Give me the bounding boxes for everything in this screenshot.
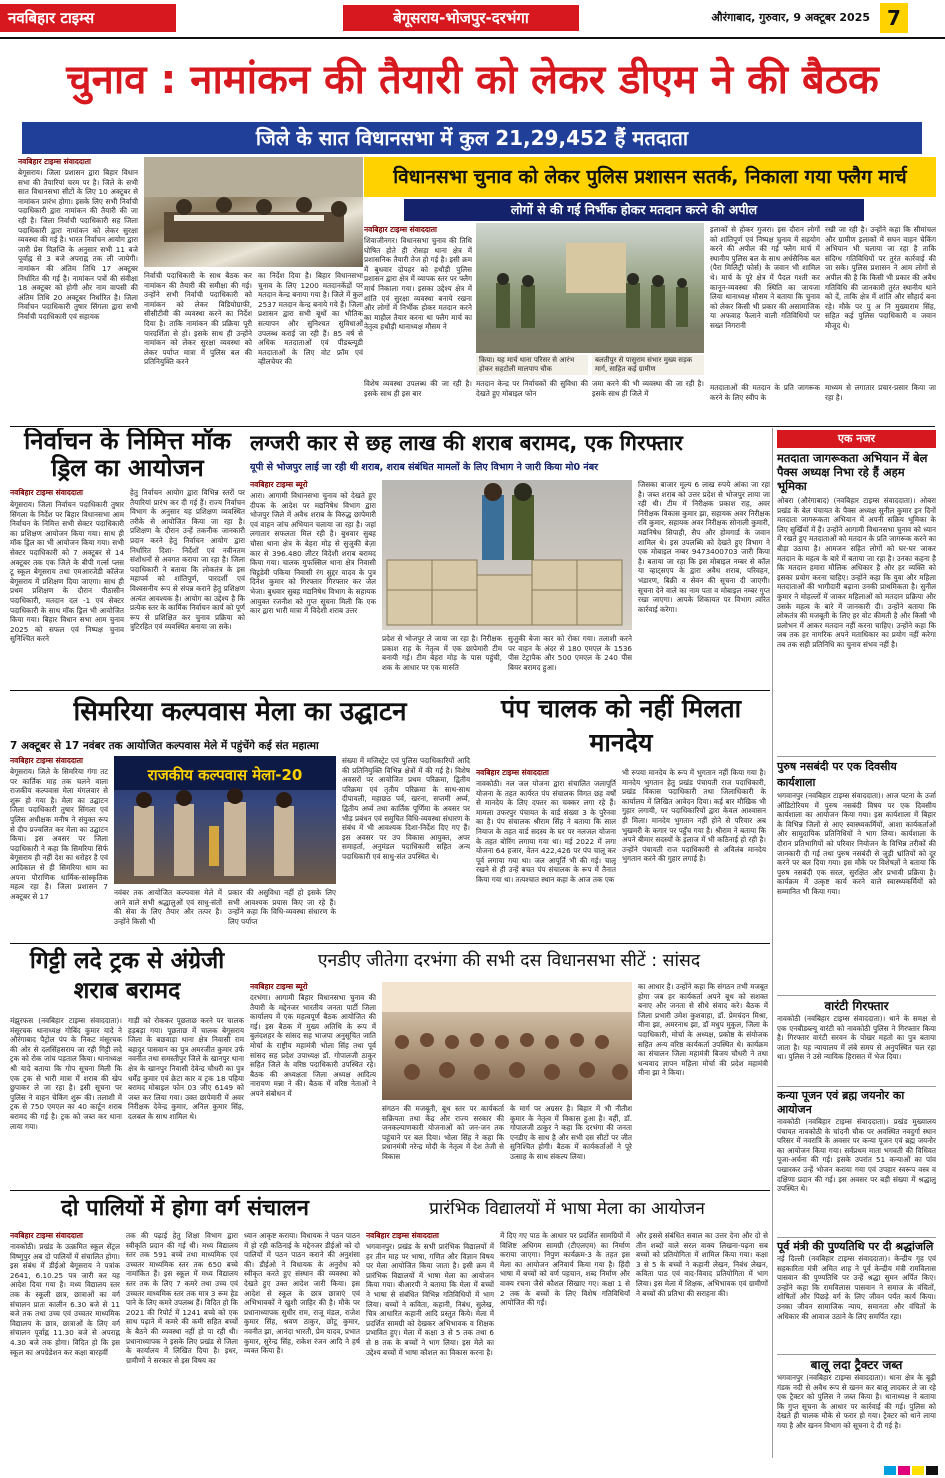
- yellow-mark: [912, 1466, 924, 1475]
- mock-col-2: हेतु निर्वाचन आयोग द्वारा विभिन्न स्तरों पर तैयारियां प्रारंभ कर दी गई हैं। राज्य निर्वाचन विभाग के अनुसार यह प्रशिक्षण व्यवस्थित तरीके से आयोजित किया जा रहा है। प्रशिक्षण के दौरान उन्हें तकनीक जानकारी प्रदान करने हेतु निर्वाचन आयोग द्वारा निर्धारित दिशा- निर्देशों एवं नवीनतम संशोधनों से अवगत कराया जा रहा है। जिला पदाधिकारी ने बताया कि लोकतंत्र के इस महापर्व को शांतिपूर्ण, पारदर्शी एवं विश्वसनीय रूप से संपन्न कराने हेतु प्रशिक्षण अत्यंत आवश्यक है। आयोग का उद्देश्य है कि प्रत्येक स्तर के कार्मिक निर्वाचन कार्य को पूर्ण रूप से प्रशिक्षित कर चुनाव प्रक्रिया को त्रुटिरहित एवं व्यवस्थित बनाया जा सके।: [130, 488, 245, 632]
- pump-col-2: भी रुपया मानदेय के रूप में भुगतान नहीं किया गया है। मानदेय भुगतान हेतु प्रखंड पंचायती राज पदाधिकारी, प्रखंड विकास पदाधिकारी तथा जिलाधिकारी के कार्यालय में लिखित आवेदन दिया। कई बार मौखिक भी गुहार लगायी, पर पदाधिकारियों द्वारा केवल आश्वासन ही मिला। मानदेय भुगतान नहीं होने से परिवार अब भुखमरी के कगार पर पहुँच गया है। श्रीराम ने बताया कि अपने बीमार सदस्यों के इलाज में भी कठिनाई हो रही है। उन्होंने पंचायती राज पदाधिकारी से अविलंब मानदेय भुगतान करने की गुहार लगाई है।: [622, 768, 766, 864]
- kalpvas-banner-text: राजकीय कल्पवास मेला-20: [147, 766, 303, 784]
- pump-headline: पंप चालक को नहीं मिलता मानदेय: [500, 694, 742, 757]
- varg-byline: नवबिहार टाइम्स संवाददाता: [10, 1231, 83, 1240]
- flag-col-1: शिवाजीनगर। विधानसभा चुनाव की तिथि घोषित होते ही रोसड़ा थाना क्षेत्र में प्रशासनिक तैयारी तेज हो गई है। इसी क्रम में बुधवार दोपहर को हथौड़ी पुलिस प्रशासन द्वारा क्षेत्र में व्यापक स्तर पर फ्लैग मार्च निकाला गया। इसका उद्देश्य क्षेत्र में शांति एवं सुरक्षा व्यवस्था बनाये रखना और लोगों में निर्भीक होकर मतदान करने का माहौल तैयार करना था फ्लैग मार्च का नेतृत्व हथौड़ी थानाध्यक्ष मौसम ने: [364, 236, 472, 332]
- voter-banner: [22, 122, 922, 154]
- mock-col-1: बेगूसराय। जिला निर्वाचन पदाधिकारी तुषार सिंगला के निर्देश पर बिहार विधानसभा आम निर्वाचन के निमित्त सभी सेक्टर पदाधिकारी का प्रशिक्षण आयोजन किया गया। साथ ही मॉक ड्रिल का भी आयोजन किया गया। सभी सेक्टर पदाधिकारी को 7 अक्टूबर से 14 अक्टूबर तक एक जिले के बीपी गर्ल्स प्लस टू स्कूल बेगूसराय तथा एमआरजेडी कॉलेज बेगूसराय में प्रशिक्षण दिया जाएगा। साथ ही प्रथम प्रशिक्षण के दौरान पीठासीन पदाधिकारी, मतदान दल -1 एवं सेक्टर पदाधिकारी के साथ मॉक ड्रिल भी आयोजित किया गया। बिहार विधान सभा आम चुनाव 2025 को सफल एवं निष्पक्ष चुनाव सुनिश्चित करने: [10, 500, 124, 644]
- lead-col-2: निर्वाची पदाधिकारी के साथ बैठक कर नामांकन की तैयारी की समीक्षा की गई। उन्होंने सभी निर्वाची पदाधिकारी को नामांकन को लेकर विडियोग्राफी, सीसीटीवी की व्यवस्था करने का निर्देश दिया है। ताकि नामांकन की प्रक्रिया पूरी पारदर्शिता से हो। इसके साथ ही उन्होंने नामांकन को लेकर सुरक्षा व्यवस्था को लेकर पर्याप्त मात्रा में पुलिस बल की प्रतिनियुक्ति करने: [144, 271, 252, 367]
- varg-col-1: नावकोठी। प्रखंड के उत्क्रमित स्कूल सेंट्रल विष्णुपुर अब दो पालियों में संचालित होगा। इस संबंध में डीईओ बेगूसराय ने पत्रांक 2641, 6.10.25 पत्र जारी कर यह आदेश दिया गया है। मध्य विद्यालय स्तर तक के स्कूली छात्र, छात्राओं का वर्ग संचालन प्रातः कालीन 6.30 बजे से 11 बजे तक तथा उच्च एवं उच्चतर माध्यमिक विद्यालय के छात्र, छात्राओं के लिए वर्ग संचालन पूर्वाह्न 11.30 बजे से अपराह्न 4.30 बजे तक होगा। विदित हो कि इस स्कूल का अपग्रेडेशन कर कक्षा बारहवीं: [10, 1242, 120, 1357]
- lead-col-1: बेगूसराय। जिला प्रशासन द्वारा बिहार विधान सभा की तैयारियां चरम पर है। जिले के सभी सात विधानसभा सीटों के लिए 10 अक्टूबर से नामांकन प्रारंभ होगा। इसके लिए सभी निर्वाची पदाधिकारी द्वारा नामांकन की तैयारी की जा रही है। जिला निर्वाची पदाधिकारी सह जिला पदाधिकारी द्वारा नामांकन को लेकर सुरक्षा व्यवस्था की गई है। भारत निर्वाचन आयोग द्वारा जारी प्रेस विज्ञप्ति के अनुसार सभी 11 बजे पूर्वाह्न से 3 बजे अपराह्न तक ली जायेगी। नामांकन की अंतिम तिथि 17 अक्टूबर निर्धारित की गई है। नामांकन पत्रों की संवीक्षा 18 अक्टूबर को होगी और नाम वापसी की अंतिम तिथि 20 अक्टूबर निर्धारित है। जिला निर्वाचन पदाधिकारी तुषार सिंगला द्वारा सभी निर्वाची पदाधिकारी एवं सहायक: [18, 168, 138, 321]
- lead-byline: नवबिहार टाइम्स संवाददाता: [18, 157, 91, 166]
- flag-caption-1: किया। यह मार्च थाना परिसर से आरंभ होकर सहटोली मालपाप चौक: [476, 355, 588, 375]
- flag-col-6b: माध्यम से लगातार प्रचार-प्रसार किया जा रहा है।: [825, 383, 936, 402]
- lead-story: [18, 157, 363, 425]
- liquor-headline: लग्जरी कार से छह लाख की शराब बरामद, एक गिरफ्तार: [250, 431, 683, 455]
- ek-nazar-label: एक नजर: [777, 430, 936, 448]
- nda-headline: एनडीए जीतेगा दरभंगा की सभी दस विधानसभा सीटें : सांसद: [317, 951, 701, 971]
- ek-nazar-head-4: कन्या पूजन एवं ब्रह्म जयनोर का आयोजन: [777, 1086, 936, 1117]
- nda-col-2: संगठन की मजबूती, बूथ स्तर पर कार्यकर्ता सक्रियता तथा केंद्र और राज्य सरकार की जनकल्याणकारी योजनाओं को जन-जन तक पहुंचाने पर बल दिया। भोला सिंह ने कहा कि प्रधानमंत्री नरेन्द्र मोदी के नेतृत्व में देश तेजी से विकास: [382, 1104, 504, 1161]
- flag-march-story: [364, 157, 936, 425]
- ek-nazar-text-4: नावकोठी (नवबिहार टाइम्स संवाददाता)। प्रखंड मुख्यालय पंचायत नावकोठी के चांदनी चौक पर अवस्थित नवदुर्गा स्थान परिसर में नवरात्रि के अवसर पर कन्या पूजन एवं ब्रह्म जयनोर का आयोजन किया गया। सर्वप्रथम माता भगवती की विधिवत पूजा-अर्चना की गई। इसके उपरांत 51 कन्याओं का पांव पखारकर उन्हें भोजन कराया गया एवं उपहार स्वरूप वस्त्र व दक्षिणा प्रदान की गई। इस अवसर पर बड़ी संख्या में श्रद्धालु उपस्थित थे।: [777, 1117, 936, 1194]
- black-mark: [926, 1466, 938, 1475]
- nda-byline: नवबिहार टाइम्स ब्यूरो: [250, 982, 308, 991]
- simaria-col-2: नवंबर तक आयोजित कल्पवास मेले में आने वाले सभी श्रद्धालुओं एवं साधु-संतों की सेवा के लिए तैयार और तत्पर है। उन्होंने किसी भी: [114, 888, 222, 926]
- magenta-mark: [898, 1466, 910, 1475]
- liquor-col-3: सुजुकी बेजा कार को रोका गया। तलाशी करने पर वाहन के अंदर से 180 एमएल के 1536 पीस टेट्रापैक और 500 एमएल के 240 पीस बियर बरामद हुआ।: [508, 634, 632, 672]
- flag-col-5: रखी जा रही है। उन्होंने कहा कि सीमांचल और ग्रामीण इलाकों में सघन वाहन चेकिंग अभियान भी चलाया जा रहा है ताकि संदिग्ध गतिविधियों पर तुरंत कार्रवाई की जा सके। पुलिस प्रशासन ने आम लोगों से अपील की है कि किसी भी प्रकार की अवैध गतिविधि की जानकारी तुरंत स्थानीय थाने को दें, ताकि क्षेत्र में शांति और सौहार्द बना रहे। मौके पर पु अ नि मुख्याराम सिंह, सहित कई पुलिस पदाधिकारी व जवान मौजूद थे।: [825, 225, 936, 330]
- ek-nazar-text-5: नई दिल्ली (नवबिहार टाइम्स संवाददाता)। केन्द्रीय गृह एवं सहकारिता मंत्री अमित शाह ने पूर्व केन्द्रीय मंत्री रामविलास पासवान की पुण्यतिथि पर उन्हें श्रद्धा सुमन अर्पित किए। उन्होंने कहा कि रामविलास पासवान ने समाज के वंचितों, शोषितों और पिछड़े वर्ग के लिए जीवन पर्यंत कार्य किया। उनका जीवन सामाजिक न्याय, समानता और वंचितों के अधिकार की आवाज उठाने के लिए समर्पित रहा।: [777, 1254, 936, 1321]
- flag-col-6a: मतदाताओं की मतदान के प्रति जागरूक करने के लिए स्वीप के: [710, 383, 820, 402]
- cyan-mark: [884, 1466, 896, 1475]
- liquor-col-2: प्रदेश से भोजपुर ले जाया जा रहा है। निरीक्षक प्रकाश राह के नेतृत्व में एक छापेमारी टीम बनायी गई। टीम बेहरा मोड़ के पास पहुंची, शक के आधार पर एक मारुति: [382, 634, 502, 672]
- varg-headline: दो पालियों में होगा वर्ग संचालन: [61, 1196, 309, 1221]
- color-registration-marks: [884, 1463, 940, 1475]
- page-number: 7: [880, 3, 908, 33]
- simaria-subhead: 7 अक्टूबर से 17 नवंबर तक आयोजित कल्पवास मेले में पहुंचेंगे कई संत महात्मा: [10, 740, 319, 752]
- ek-nazar-head-1: मतदाता जागरूकता अभियान में बेल पैक्स अध्यक्ष निभा रहे हैं अहम भूमिका: [777, 451, 928, 493]
- mock-drill-story: [10, 428, 245, 690]
- section-divider-3: [10, 943, 770, 944]
- voter-banner-text: जिले के सात विधानसभा में कुल 21,29,452 हैं मतदाता: [255, 126, 689, 150]
- liquor-col-4: जिसका बाजार मूल्य 6 लाख रुपये आंका जा रहा है। जब्त शराब को उत्तर प्रदेश से भोजपुर लाया जा रही थी। टीम में निरीक्षक प्रकाश राह, अवर निरीक्षक विकास कुमार झा, सहायक अवर निरीक्षक रवि कुमार, सहायक अवर निरीक्षक सोनाली कुमारी, मद्यनिषेध सिपाही, सैप और होमगार्ड के जवान शामिल थे। इस उपलब्धि को देखते हुए विभाग ने एक मोबाइल नम्बर 9473400703 जारी किया है। बताया जा रहा कि इस मोबाइल नम्बर से कॉल या व्हाट्सएप के द्वारा अवैध शराब, परिवहन, भंडारण, बिक्री व सेवन की सूचना दी जाएगी। सूचना देने वाले का नाम पता व मोबाइल नम्बर गुप्त रखा जाएगा। आपके शिकायत पर विभाग त्वरित कार्रवाई करेगा।: [638, 480, 770, 614]
- dm-meeting-photo: [144, 157, 363, 267]
- simaria-col-4: संख्या में मजिस्ट्रेट एवं पुलिस पदाधिकारियों आदि की प्रतिनियुक्ति विभिन्न क्षेत्रों में की गई है। विशेष अवसरों पर आयोजित प्रथम परिक्रमा, द्वितीय परिक्रमा एवं तृतीय परिक्रमा के साथ-साथ दीपावली, महाछठ पर्व, खरना, सप्तमी अर्घ्य, द्वितीय अर्घ्य तथा कार्तिक पूर्णिमा के अवसर पर भीड़ प्रबंधन एवं समुचित विधि-व्यवस्था संधारण के संबंध में भी आवश्यक दिशा-निर्देश दिए गए हैं। इस अवसर पर उप विकास आयुक्त, अपर समाहर्ता, अनुमंडल पदाधिकारी सहित अन्य पदाधिकारी एवं साधु-संत उपस्थित थे।: [342, 756, 470, 861]
- liquor-seizure-photo: [382, 480, 632, 630]
- varg-col-2: तक की पढ़ाई हेतु शिक्षा विभाग द्वारा स्वीकृति प्रदान की गई थी। मध्य विद्यालय स्तर तक 591 बच्चे तथा माध्यमिक एवं उच्चतर माध्यमिक स्तर तक 650 बच्चे नामांकित हैं। इस स्कूल में मध्य विद्यालय स्तर तक के लिए 7 कमरे तथा उच्च एवं उच्चतर माध्यमिक स्तर तक मात्र 3 रूम हेड पाने के लिए कमरे उपलब्ध हैं। विदित हो कि 2021 की रिपोर्ट में 1241 बच्चे को एक साथ पढ़ाने में कमरे की कमी सहित बच्चों के बैठने की व्यवस्था नहीं हो पा रही थी। प्रधानाध्यापक ने इसके लिए प्रखंड से जिला के कार्यालय में लिखित दिया है। इधर, ग्रामीणों ने सरकार से इस विषय का: [126, 1231, 238, 1365]
- bhasha-byline: नवबिहार टाइम्स संवाददाता: [366, 1231, 439, 1240]
- gitti-col-2: गाड़ी को रोककर पूछताछ करने पर चालक हड़बड़ा गया। पूछताछ में चालक बेगूसराय जिला के बछवाड़ा थाना क्षेत्र निवासी राम बहादुर पासवान का पुत्र अमरजीत कुमार उर्फ नवनीत तथा समस्तीपुर जिले के खानपुर थाना क्षेत्र के खानपुर निवासी देवेन्द्र चौधरी का पुत्र धर्मेंद्र कुमार एवं क्रेटा कार व ट्रक 18 पहिया बरामद मोबाइल फोन 03 जीए 6149 को जब्त कर लिया गया। उक्त छापेमारी में अवर निरीक्षक देवेन्द्र कुमार, अनिल कुमार सिंह, दलबल के साथ शामिल थे।: [128, 1016, 244, 1121]
- ek-nazar-head-3: वारंटी गिरफ्तार: [777, 995, 936, 1014]
- liquor-story: [250, 428, 770, 690]
- bhasha-story: [366, 1193, 768, 1465]
- flag-col-2: मतदान केन्द्र पर निर्वाचकों की सुविधा की देखते हुए मोबाइल फोन: [476, 379, 588, 398]
- flag-caption-2: बलतीपुर से पासुराम संभार मुख्य सड़क मार्ग, साहित कई ग्रामीण: [592, 355, 704, 375]
- liquor-byline: नवबिहार टाइम्स ब्यूरो: [250, 480, 308, 489]
- lead-headline: चुनाव : नामांकन की तैयारी को लेकर डीएम ने की बैठक: [66, 57, 879, 103]
- ek-nazar-text-2: भगवानपुर (नवबिहार टाइम्स संवाददाता)। आज पटना के उर्जा ऑडिटोरियम में पुरुष नसबंदी विषय पर एक दिवसीय कार्यशाला का आयोजन किया गया। इस कार्यशाला में बिहार के विभिन्न जिलों से आए स्वास्थ्यकर्मियों, आशा कार्यकर्ताओं और सामुदायिक प्रतिनिधियों ने भाग लिया। कार्यशाला के दौरान प्रतिभागियों को परिवार नियोजन के विभिन्न तरीकों की जानकारी दी गई तथा पुरुष नसबंदी से जुड़ी भ्रांतियों को दूर करने पर बल दिया गया। इस मौके पर विशेषज्ञों ने बताया कि पुरुष नसबंदी एक सरल, सुरक्षित और प्रभावी प्रक्रिया है। कार्यक्रम में उत्कृष्ट कार्य करने वाले स्वास्थ्यकर्मियों को सम्मानित भी किया गया।: [777, 791, 936, 896]
- kalpvas-inauguration-photo: [114, 756, 336, 884]
- bhasha-headline: प्रारंभिक विद्यालयों में भाषा मेला का आयोजन: [429, 1199, 705, 1219]
- ek-nazar-text-1: ओबरा (औरंगाबाद) (नवबिहार टाइम्स संवाददाता)। ओबरा प्रखंड के बेल पंचायत के पैक्स अध्यक्ष सुनील कुमार इन दिनों मतदाता जागरूकता अभियान में अपनी सक्रिय भूमिका के लिए सुर्खियों में हैं। उन्होंने आगामी विधानसभा चुनाव को ध्यान में रखते हुए मतदाताओं को मतदान के प्रति जागरूक करने का बीड़ा उठाया है। आमजन सहित लोगों को घर-घर जाकर मतदान के महत्व के बारे में बताया जा रहा है। उनका कहना है कि मतदान हमारा मौलिक अधिकार है और हर व्यक्ति को इसका प्रयोग करना चाहिए। उन्होंने कहा कि युवा और महिला मतदाताओं की भागीदारी बढ़ाना उनकी प्राथमिकता है। सुनील कुमार ने मोहल्लों में जाकर महिलाओं को मतदान प्रक्रिया और उसके महत्व के बारे में जानकारी दी। उन्होंने बताया कि लोकतंत्र की मजबूती के लिए हर वोट कीमती है और किसी भी प्रलोभन में आकर मतदान नहीं करना चाहिए। उन्होंने कहा कि जब तक हर नागरिक अपने मताधिकार का प्रयोग नहीं करेगा तब तक सही प्रतिनिधि का चुनाव संभव नहीं है।: [777, 496, 936, 649]
- pump-col-1: नावकोठी। नल जल योजना द्वारा संचालित जलापूर्ति योजना के तहत कार्यरत पंप संचालक विगत छह वर्षों से मानदेय के लिए दफ्तर का चक्कर लगा रहे हैं। मामला उफरपुर पंचायत के वार्ड संख्या 3 के पुरैनवा का है। पंप संचालक श्रीराम सिंह ने बताया कि साल नियाज के तहत वार्ड सदस्य के घर पर नलजल योजना के तहत बोरिंग लगाया गया था। मई 2022 में लगा योजना 64 हजार, वेतन 422,426 पर पंप चालू कर पूर्व लगाया गया था। जल आपूर्ति भी की गई। चालू रखने से ही उन्हें बचत पंप संचालक के रूप में तैनात किया गया था। तत्पश्चात स्थान कहा के आज तक एक: [476, 779, 616, 884]
- flag-col-3: जमा करने की भी व्यवस्था की जा रही है। इसके साथ ही जिले में: [592, 379, 704, 398]
- flag-byline: नवबिहार टाइम्स संवाददाता: [364, 225, 437, 234]
- mock-byline: नवबिहार टाइम्स संवाददाता: [10, 488, 83, 497]
- pump-byline: नवबिहार टाइम्स संवाददाता: [476, 768, 549, 777]
- varg-story: [10, 1193, 360, 1465]
- dateline: औरंगाबाद, गुरुवार, 9 अक्टूबर 2025: [711, 11, 870, 24]
- ek-nazar-text-6: भगवानपुर (नवबिहार टाइम्स संवाददाता)। थाना क्षेत्र के बूढ़ी गंडक नदी से अवैध रूप से खनन कर बालू लादकर ले जा रहे एक ट्रैक्टर को पुलिस ने जब्त किया है। थानाध्यक्ष ने बताया कि गुप्त सूचना के आधार पर कार्रवाई की गई। पुलिस को देखते ही चालक मौके से फरार हो गया। ट्रैक्टर को थाने लाया गया है और खनन विभाग को सूचना दे दी गई है।: [777, 1373, 936, 1430]
- ek-nazar-head-6: बालू लदा ट्रैक्टर जब्त: [777, 1354, 936, 1373]
- section-divider-4: [10, 1190, 770, 1191]
- nda-story: [250, 946, 768, 1190]
- simaria-headline: सिमरिया कल्पवास मेला का उद्घाटन: [73, 697, 407, 727]
- section-divider-2: [10, 690, 770, 691]
- nda-col-4: का आधार है। उन्होंने कहा कि संगठन तभी मजबूत होगा जब हर कार्यकर्ता अपने बूथ को सशक्त बनाए और जनता से सीधे संवाद करे। बैठक में जिला प्रभारी उमेश कुशवाहा, डॉ. प्रेमचंदन मिश्रा, मीना झा, अमरनाथ झा, डॉ मधुप मुकुल, जिला के पदाधिकारी, मोर्चा के अध्यक्ष, प्रकोष्ठ के संयोजक सहित अन्य वरिष्ठ कार्यकर्ता उपस्थित थे। कार्यक्रम का संचालन जिला महामंत्री बिजय चौधरी ने तथा धन्यवाद ज्ञापन महिला मोर्चा की प्रदेश महामंत्री मीना झा ने किया।: [638, 982, 768, 1078]
- simaria-col-3: प्रकार की असुविधा नहीं हो इसके लिए सभी आवश्यक प्रयास किए जा रहे हैं। उन्होंने कहा कि विधि-व्यवस्था संधारण के लिए पर्याप्त: [228, 888, 336, 926]
- flag-col-4: इलाकों से होकर गुजरा। इस दौरान लोगों को शांतिपूर्ण एवं निष्पक्ष चुनाव में सहयोग करने की अपील की गई फ्लैग मार्च में स्थानीय पुलिस बल के साथ अर्धसैनिक बल (पैरा मिलिट्री फोर्स) के जवान भी शामिल थे। मार्च के पूरे क्षेत्र में पैदल गश्ती कर कानून-व्यवस्था की स्थिति का जायजा लिया थानाध्यक्ष मौसम ने बताया कि चुनाव को लेकर किसी भी प्रकार की असामाजिक या अफवाह फैलाने वाली गतिविधियों पर सख्त निगरानी: [710, 225, 820, 330]
- masthead: [0, 0, 945, 36]
- flag-headline: विधानसभा चुनाव को लेकर पुलिस प्रशासन सतर्क, निकाला गया फ्लैग मार्च: [364, 157, 936, 197]
- lead-col-3: का निर्देश दिया है। बिहार विधानसभा चुनाव के लिए 1200 मतदानकेंद्रों पर मतदान केन्द्र बनाया गया है। जिले में कुल 2537 मतदान केन्द्र बनाये गये हैं। जिला प्रशासन द्वारा सभी बूथों का भौतिक सत्यापन और सुनिश्चत सुविधाओं उपलब्ध कराई जा रही हैं। 85 वर्ष से अधिक मतदाताओं एवं पीडब्ल्यूडी मतदाताओं के लिए वोट फ्रॉम एवं व्हीलचेयर की: [258, 271, 363, 367]
- gitti-col-1: मंझुरफस (नवबिहार टाइम्स संवाददाता)। मंसूरचक थानाध्यक्ष गोबिंद कुमार यादे ने औरंगाबाद पैट्रोल पंप के निकट मंसूरचक की ओर से दलसिंहसराय जा रही गिट्टी लदे ट्रक को रोक जांच पड़ताल किया। थानाध्यक्ष श्री यादे बताया कि गोप सूचना मिली कि एक ट्रक से भारी मात्रा में शराब की खेप छुपाकर ले जा रहा है। इसी सूचना पर पुलिस ने वाहन चेकिंग शुरू की। तलाशी में ट्रक से 750 एमएल का 40 कार्टून शराब बरामद की गई है। ट्रक को जब्त कर थाना लाया गया।: [10, 1016, 122, 1131]
- liquor-col-1: आरा। आगामी विधानसभा चुनाव को देखते हुए दीपक के आदेश पर मद्यनिषेध विभाग द्वारा भोजपुर जिले में अवैध शराब के विरुद्ध छापेमारी एवं वाहन जांच अभियान चलाया जा रहा है। जहां लगातार सफलता मिल रही है। बुधवार सुबह चौसा थाना क्षेत्र के बेहरा मोड़ से सुजुकी बेज़ा कार से 396.480 लीटर विदेशी शराब बरामद किया गया। चालक मुफस्सिल थाना क्षेत्र निवासी चिट्ठडेवी पकिया निवासी रंग सुद्दर यादव के पुत्र दिनेश कुमार को गिरफ्तार गिरफ्तार कर जेल भेजा। बुधवार सुबह मद्यनिषेध विभाग के सहायक आयुक्त रजनीश को गुप्त सूचना मिली कि एक कार द्वारा भारी मात्रा में विदेशी शराब उत्तर: [250, 491, 376, 616]
- gitti-headline: गिट्टी लदे ट्रक से अंग्रेजी शराब बरामद: [29, 948, 225, 1004]
- liquor-subhead: यूपी से भोजपुर लाई जा रही थी शराब, शराब संबंधित मामलों के लिए विभाग ने जारी किया मो0 नंबर: [250, 462, 599, 473]
- mock-headline: निर्वाचन के निमित्त मॉक ड्रिल का आयोजन: [24, 428, 231, 482]
- bjp-meeting-photo: [382, 982, 632, 1100]
- varg-col-3: ध्यान आकृष्ट कराया। विधायक ने पठन पाठन में हो रही कठिनाई के मद्देनजर डीईओ को दो पालियों में पठन पाठन कराने की अनुशंसा की। डीईओ ने विधायक के अनुरोध को स्वीकृत करते हुए संस्थान की व्यवस्था को देखते हुए उक्त आदेश जारी किया। इस आदेश से स्कूल के छात्र छात्राएं एवं अभिभावकों ने खुशी जाहिर की है। मौके पर प्रधानाध्यापक सुधीर राम, राजू मंडल, राजेश कुमार सिंह, श्रवण ठाकुर, छोटू कुमार, नवनीत झा, आनंदा भारती, प्रेम यादव, प्रभात कुमार, सुरेन्द्र सिंह, राकेश रंजन आदि ने हर्ष व्यक्त किया है।: [244, 1231, 360, 1356]
- simaria-story: [10, 692, 470, 942]
- section-divider-1: [10, 426, 935, 427]
- ek-nazar-head-2: पुरुष नसबंदी पर एक दिवसीय कार्यशाला: [777, 756, 936, 791]
- masthead-rule: [0, 37, 945, 39]
- bhasha-col-1: भगवानपुर। प्रखंड के सभी प्रारंभिक विद्यालयों में हर तीन माह पर भाषा, गणित और विज्ञान विषय पर मेला आयोजित किया जाता है। इसी क्रम में प्रारंभिक विद्यालयों में भाषा मेला का आयोजन किया गया। बीआरपी ने बताया कि मेला में बच्चों ने भाषा से संबंधित विभिन्न गतिविधियों में भाग लिया। बच्चों ने कविता, कहानी, निबंध, सुलेख, चित्र आधारित कहानी आदि प्रस्तुत किये। मेला में प्रदर्शित सामग्री को देखकर अभिभावक व शिक्षक प्रभावित हुए। मेला में कक्षा 3 से 5 तक तथा 6 से 8 तक के बच्चों ने भाग लिया। इस मेले का उद्देश्य बच्चों में भाषा कौशल का विकास करना है।: [366, 1242, 494, 1357]
- simaria-col-1: बेगूसराय। जिले के सिमरिया गंगा तट पर कार्तिक माह तक चलने वाला राजकीय कल्पवास मेला मंगलवार से शुरू हो गया है। मेला का उद्घाटन जिला पदाधिकारी तुषार सिंगला एवं पुलिस अधीक्षक मनीष ने संयुक्त रूप से दीप प्रज्वलित कर मेला का उद्घाटन किया। इस अवसर पर जिला पदाधिकारी ने कहा कि सिमरिया सिर्फ बेगूसराय ही नहीं देश का धरोहर है एवं आदिकाल से ही सिमरिया धाम का अपना पौराणिक धार्मिक-सांस्कृतिक महत्व रहा है। जिला प्रशासन 7 अक्टूबर से 17: [10, 767, 108, 901]
- flag-subhead: लोगों से की गई निर्भीक होकर मतदान करने की अपील: [404, 199, 864, 221]
- nda-col-1: दरभंगा। आगामी बिहार विधानसभा चुनाव की तैयारी के मद्देनजर भारतीय जनता पार्टी जिला कार्यालय में एक महत्वपूर्ण बैठक आयोजित की गई। इस बैठक में मुख्य अतिथि के रूप में बुलंदशहर के सांसद सह भाजपा अनुसूचित जाति मोर्चा के राष्ट्रीय महामंत्री भोला सिंह तथा पूर्व सांसद सह प्रदेश उपाध्यक्ष डॉ. गोपालजी ठाकुर सहित जिले के वरिष्ठ पदाधिकारी उपस्थित रहे। बैठक की अध्यक्षता जिला अध्यक्ष आदित्य नारायण मन्ना ने की। बैठक में वरिष्ठ नेताओं ने अपने संबोधन में: [250, 993, 376, 1098]
- bhasha-col-3: और इससे संबंधित सवाल का उत्तर देना और दो से तीन शब्दों वाले सरल वाक्य लिखना-पढ़ना सब बच्चों को प्रतियोगिता में शामिल किया गया। कक्षा 3 से 5 के बच्चों ने कहानी लेखन, निबंध लेखन, कविता पाठ एवं वाद-विवाद प्रतियोगिता में भाग लिया। इस मेला में शिक्षक, अभिभावक एवं ग्रामीणों ने बच्चों की प्रतिभा की सराहना की।: [636, 1231, 768, 1298]
- paper-name: नवबिहार टाइम्स: [0, 4, 176, 32]
- bhasha-col-2: में दिए गए पाठ के आधार पर प्रदर्शित सामग्रियों में विशिष्ट अधिगम सामग्री (टीएलएम) का निर्माण कराया जाएगा। निपुण कार्यक्रम-3 के तहत इस मेला का आयोजन अनिवार्य किया गया है। हिंदी भाषा में बच्चों को वर्ण पहचान, शब्द निर्माण और वाक्य रचना जैसे कौशल सिखाए गए। कक्षा 1 से 2 तक के बच्चों के लिए विशेष गतिविधियाँ आयोजित की गईं।: [500, 1231, 630, 1308]
- ek-nazar-head-5: पूर्व मंत्री की पुण्यतिथि पर दी श्रद्धांजलि: [777, 1237, 936, 1254]
- pump-story: [476, 692, 766, 942]
- ek-nazar-text-3: नावकोठी (नवबिहार टाइम्स संवाददाता)। थाने के समक्ष से एक एनबीडब्ल्यू वारंटी को नावकोठी पुलिस ने गिरफ्तार किया है। गिरफ्तार वारंटी सरवन के पोखर महतो का पुत्र बताया जाता है। यह न्यायालय में लंबे समय से अनुपस्थित चल रहा था। पुलिस ने उसे न्यायिक हिरासत में भेज दिया।: [777, 1014, 936, 1062]
- gitti-story: [10, 946, 244, 1190]
- flag-col-1b: विशेष व्यवस्था उपलब्ध की जा रही है। इसके साथ ही इस बार: [364, 379, 472, 398]
- nda-col-3: के मार्ग पर अग्रसर है। बिहार में भी नीतीश कुमार के नेतृत्व में विकास हुआ है। वहीं, डॉ. गोपालजी ठाकुर ने कहा कि दरभंगा की जनता एनडीए के साथ है और सभी दस सीटों पर जीत सुनिश्चित होगी। बैठक में कार्यकर्ताओं ने पूरे उत्साह के साथ संकल्प लिया।: [510, 1104, 632, 1161]
- simaria-byline: नवबिहार टाइम्स संवाददाता: [10, 756, 83, 765]
- flag-march-photo: [476, 223, 704, 353]
- section-label: बेगूसराय-भोजपुर-दरभंगा: [343, 5, 579, 31]
- ek-nazar-sidebar: [772, 428, 936, 1458]
